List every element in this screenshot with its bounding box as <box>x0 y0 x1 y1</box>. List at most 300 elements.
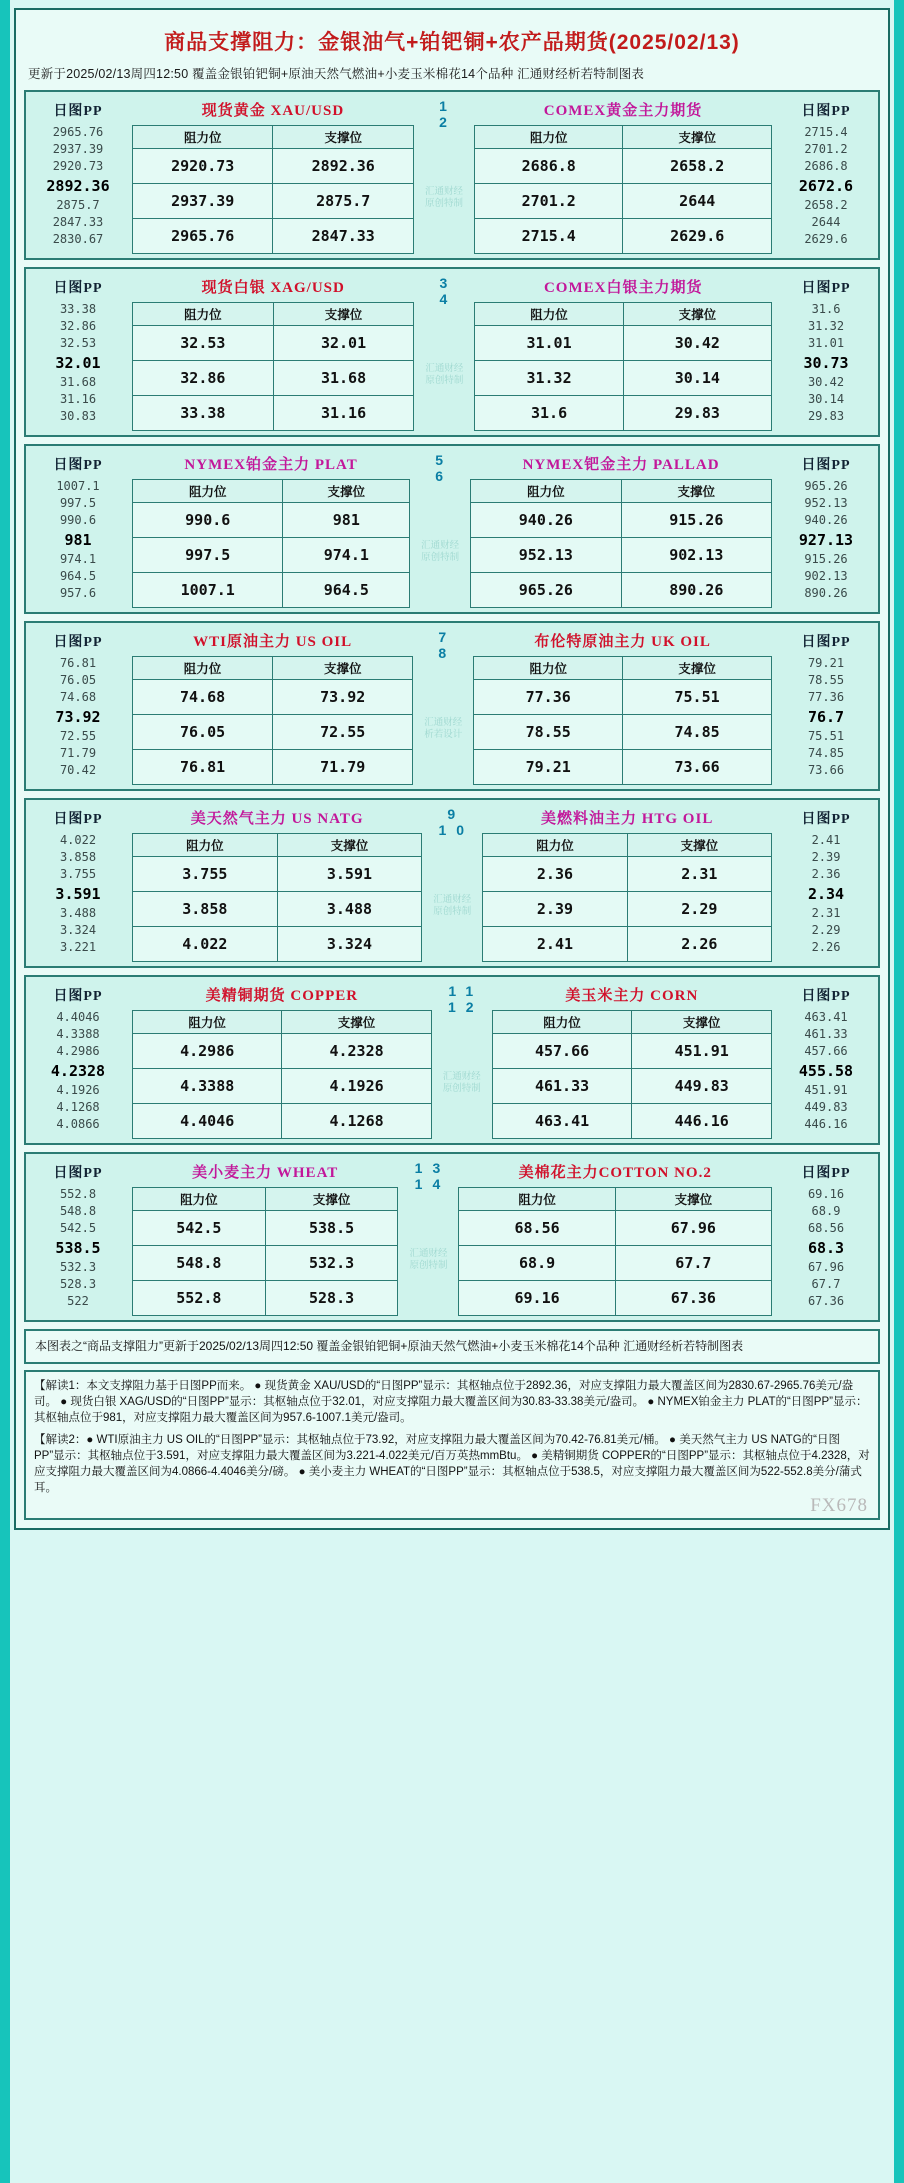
table-row <box>133 1104 432 1139</box>
level-value: 33.38 <box>59 302 97 316</box>
support-cell: 974.1 <box>283 538 410 573</box>
col-header-support: 支撑位 <box>621 480 771 503</box>
level-value: 76.81 <box>59 656 97 670</box>
level-value: 67.36 <box>807 1294 845 1308</box>
block-index-column <box>434 977 490 1143</box>
support-cell: 67.7 <box>615 1246 771 1281</box>
table-row <box>133 927 422 962</box>
table-row <box>492 1034 771 1069</box>
pp-column-right-4 <box>774 800 878 966</box>
pp-header: 日图PP <box>801 989 851 1004</box>
block-index-column <box>424 800 480 966</box>
level-value: 77.36 <box>807 690 845 704</box>
support-cell: 451.91 <box>632 1034 772 1069</box>
level-value: 3.324 <box>59 923 97 937</box>
level-value: 940.26 <box>804 513 848 527</box>
resistance-cell: 2920.73 <box>133 149 273 184</box>
resistance-cell: 2.41 <box>483 927 627 962</box>
level-value: 2701.2 <box>804 142 848 156</box>
col-header-resistance: 阻力位 <box>474 126 623 149</box>
level-value: 990.6 <box>59 513 97 527</box>
resistance-cell: 3.755 <box>133 857 278 892</box>
levels-table <box>470 479 772 608</box>
pivot-value: 927.13 <box>798 531 854 549</box>
level-value: 542.5 <box>59 1221 97 1235</box>
support-cell: 538.5 <box>265 1211 398 1246</box>
col-header-support: 支撑位 <box>277 834 422 857</box>
col-header-support: 支撑位 <box>627 834 771 857</box>
support-cell: 528.3 <box>265 1281 398 1316</box>
support-cell: 29.83 <box>623 396 771 431</box>
table-row <box>133 219 414 254</box>
support-cell: 32.01 <box>273 326 414 361</box>
col-header-support: 支撑位 <box>615 1188 771 1211</box>
resistance-cell: 4.022 <box>133 927 278 962</box>
level-value: 2875.7 <box>56 198 100 212</box>
level-value: 2.41 <box>811 833 841 847</box>
resistance-cell: 33.38 <box>133 396 274 431</box>
level-value: 463.41 <box>804 1010 848 1024</box>
support-cell: 4.2328 <box>282 1034 431 1069</box>
col-header-resistance: 阻力位 <box>133 126 273 149</box>
instrument-name: 美精铜期货 COPPER <box>205 988 359 1004</box>
pivot-value: 76.7 <box>807 708 845 726</box>
resistance-cell: 32.53 <box>133 326 274 361</box>
level-value: 31.16 <box>59 392 97 406</box>
support-cell: 73.66 <box>623 750 772 785</box>
table-row <box>483 892 772 927</box>
pp-column-right-3 <box>774 623 878 789</box>
col-header-resistance: 阻力位 <box>474 657 623 680</box>
level-value: 67.7 <box>811 1277 841 1291</box>
pivot-value: 2892.36 <box>46 177 110 195</box>
table-row <box>483 927 772 962</box>
instrument-name: COMEX黄金主力期货 <box>543 103 703 119</box>
level-value: 902.13 <box>804 569 848 583</box>
level-value: 3.858 <box>59 850 97 864</box>
panel-right-6 <box>456 1154 774 1320</box>
resistance-cell: 68.56 <box>459 1211 615 1246</box>
pivot-value: 73.92 <box>55 708 101 726</box>
level-value: 2.36 <box>811 867 841 881</box>
block-index-numbers: 11 12 <box>447 983 484 1015</box>
note-2: 【解读2：● WTI原油主力 US OIL的“日图PP”显示：其枢轴点位于73.92，对应支撑阻力最大覆盖区间为70.42-76.81美元/桶。 ● 美天然气主力 US NATG的“日图PP”显示：其枢轴点位于3.591，对应支撑阻力最大覆盖区间为3.221-4.022美元/百万英热mmBtu。 ● 美精铜期货 COPPER的“日图PP”显示：其枢轴点位于4.2328，对应支撑阻力最大覆盖区间为4.0866-4.4046美分/磅。 ● 美小麦主力 WHEAT的“日图PP”显示：其枢轴点位于538.5，对应支撑阻力最大覆盖区间为522-552.8美分/蒲式耳。 <box>34 1434 870 1494</box>
resistance-cell: 31.01 <box>475 326 623 361</box>
instrument-name: NYMEX铂金主力 PLAT <box>184 457 358 473</box>
resistance-cell: 2686.8 <box>474 149 623 184</box>
pp-column-right-6 <box>774 1154 878 1320</box>
pp-header: 日图PP <box>801 281 851 296</box>
col-header-support: 支撑位 <box>273 126 413 149</box>
instrument-name: 美小麦主力 WHEAT <box>192 1165 339 1181</box>
block-index-column <box>416 92 472 258</box>
table-row <box>133 715 413 750</box>
page-title: 商品支撑阻力：金银油气+铂钯铜+农产品期货(2025/02/13) <box>164 31 740 54</box>
level-value: 2629.6 <box>804 232 848 246</box>
table-row <box>133 892 422 927</box>
blocks-container <box>24 90 880 1322</box>
page-subtitle: 更新于2025/02/13周四12:50 覆盖金银铂钯铜+原油天然气燃油+小麦玉米棉花14个品种 汇通财经析若特制图表 <box>28 67 645 81</box>
support-cell: 3.488 <box>277 892 422 927</box>
support-cell: 2.26 <box>627 927 771 962</box>
level-value: 461.33 <box>804 1027 848 1041</box>
pp-column-right-1 <box>774 269 878 435</box>
pp-header: 日图PP <box>801 635 851 650</box>
table-row <box>133 1281 398 1316</box>
pp-column-left-3 <box>26 623 130 789</box>
panel-right-3 <box>471 623 774 789</box>
resistance-cell: 997.5 <box>133 538 283 573</box>
instrument-block <box>24 90 880 260</box>
level-value: 72.55 <box>59 729 97 743</box>
level-value: 2920.73 <box>52 159 104 173</box>
instrument-name: 美棉花主力COTTON NO.2 <box>518 1165 712 1181</box>
level-value: 2.26 <box>811 940 841 954</box>
level-value: 449.83 <box>804 1100 848 1114</box>
table-row <box>474 680 772 715</box>
support-cell: 2658.2 <box>623 149 772 184</box>
level-value: 552.8 <box>59 1187 97 1201</box>
col-header-support: 支撑位 <box>273 303 414 326</box>
levels-table <box>132 479 410 608</box>
level-value: 2937.39 <box>52 142 104 156</box>
level-value: 1007.1 <box>56 479 100 493</box>
resistance-cell: 4.3388 <box>133 1069 282 1104</box>
instrument-block <box>24 1152 880 1322</box>
levels-table <box>132 656 413 785</box>
table-row <box>474 219 771 254</box>
panel-left-2 <box>130 446 412 612</box>
resistance-cell: 463.41 <box>492 1104 632 1139</box>
support-cell: 74.85 <box>623 715 772 750</box>
block-index-numbers: 1 2 <box>439 98 457 130</box>
pp-header: 日图PP <box>53 281 103 296</box>
panel-left-6 <box>130 1154 400 1320</box>
levels-table <box>132 1187 398 1316</box>
level-value: 4.1268 <box>56 1100 100 1114</box>
resistance-cell: 2.39 <box>483 892 627 927</box>
pp-column-right-2 <box>774 446 878 612</box>
support-cell: 2847.33 <box>273 219 413 254</box>
levels-table <box>482 833 772 962</box>
level-value: 890.26 <box>804 586 848 600</box>
col-header-resistance: 阻力位 <box>471 480 621 503</box>
level-value: 73.66 <box>807 763 845 777</box>
panel-left-1 <box>130 269 416 435</box>
resistance-cell: 76.05 <box>133 715 273 750</box>
support-cell: 3.591 <box>277 857 422 892</box>
col-header-resistance: 阻力位 <box>133 657 273 680</box>
resistance-cell: 548.8 <box>133 1246 266 1281</box>
support-cell: 73.92 <box>273 680 413 715</box>
panel-left-3 <box>130 623 415 789</box>
col-header-support: 支撑位 <box>623 657 772 680</box>
support-cell: 4.1268 <box>282 1104 431 1139</box>
table-row <box>474 715 772 750</box>
levels-table <box>132 1010 432 1139</box>
block-index-numbers: 7 8 <box>438 629 457 661</box>
level-value: 997.5 <box>59 496 97 510</box>
resistance-cell: 952.13 <box>471 538 621 573</box>
level-value: 3.755 <box>59 867 97 881</box>
resistance-cell: 31.32 <box>475 361 623 396</box>
col-header-resistance: 阻力位 <box>133 834 278 857</box>
panel-right-0 <box>472 92 774 258</box>
table-row <box>475 326 772 361</box>
block-index-column <box>400 1154 456 1320</box>
support-cell: 449.83 <box>632 1069 772 1104</box>
levels-table <box>132 125 414 254</box>
level-value: 974.1 <box>59 552 97 566</box>
level-value: 68.56 <box>807 1221 845 1235</box>
table-row <box>492 1104 771 1139</box>
pivot-value: 32.01 <box>55 354 101 372</box>
block-index-column <box>412 446 468 612</box>
level-value: 68.9 <box>811 1204 841 1218</box>
support-cell: 2644 <box>623 184 772 219</box>
instrument-name: NYMEX钯金主力 PALLAD <box>522 457 720 473</box>
footer-summary: 本图表之“商品支撑阻力”更新于2025/02/13周四12:50 覆盖金银铂钯铜+原油天然气燃油+小麦玉米棉花14个品种 汇通财经析若特制图表 <box>24 1329 880 1364</box>
col-header-resistance: 阻力位 <box>483 834 627 857</box>
level-value: 31.6 <box>811 302 841 316</box>
resistance-cell: 2715.4 <box>474 219 623 254</box>
level-value: 74.85 <box>807 746 845 760</box>
resistance-cell: 32.86 <box>133 361 274 396</box>
instrument-name: WTI原油主力 US OIL <box>193 634 353 650</box>
resistance-cell: 2701.2 <box>474 184 623 219</box>
table-row <box>474 750 772 785</box>
resistance-cell: 1007.1 <box>133 573 283 608</box>
support-cell: 30.14 <box>623 361 771 396</box>
pivot-value: 3.591 <box>55 885 101 903</box>
resistance-cell: 457.66 <box>492 1034 632 1069</box>
col-header-support: 支撑位 <box>265 1188 398 1211</box>
block-index-column <box>416 269 472 435</box>
instrument-name: 美玉米主力 CORN <box>565 988 699 1004</box>
pp-column-left-1 <box>26 269 130 435</box>
resistance-cell: 2.36 <box>483 857 627 892</box>
support-cell: 964.5 <box>283 573 410 608</box>
panel-right-2 <box>468 446 774 612</box>
level-value: 67.96 <box>807 1260 845 1274</box>
support-cell: 72.55 <box>273 715 413 750</box>
table-row <box>475 361 772 396</box>
level-value: 4.3388 <box>56 1027 100 1041</box>
panel-left-4 <box>130 800 424 966</box>
level-value: 31.01 <box>807 336 845 350</box>
support-cell: 3.324 <box>277 927 422 962</box>
support-cell: 446.16 <box>632 1104 772 1139</box>
watermark-text: 汇通财经 原创特制 <box>442 1071 481 1094</box>
pivot-value: 68.3 <box>807 1239 845 1257</box>
level-value: 2715.4 <box>804 125 848 139</box>
col-header-resistance: 阻力位 <box>459 1188 615 1211</box>
pp-header: 日图PP <box>53 812 103 827</box>
watermark-text: 汇通财经 析若设计 <box>424 717 463 740</box>
level-value: 2686.8 <box>804 159 848 173</box>
instrument-block <box>24 975 880 1145</box>
level-value: 30.42 <box>807 375 845 389</box>
resistance-cell: 68.9 <box>459 1246 615 1281</box>
table-row <box>475 396 772 431</box>
block-index-numbers: 9 10 <box>438 806 475 838</box>
block-index-numbers: 13 14 <box>414 1160 451 1192</box>
level-value: 31.68 <box>59 375 97 389</box>
instrument-block <box>24 267 880 437</box>
support-cell: 2629.6 <box>623 219 772 254</box>
level-value: 548.8 <box>59 1204 97 1218</box>
resistance-cell: 76.81 <box>133 750 273 785</box>
levels-table <box>458 1187 772 1316</box>
watermark-text: 汇通财经 原创特制 <box>421 540 460 563</box>
level-value: 30.14 <box>807 392 845 406</box>
pp-header: 日图PP <box>801 812 851 827</box>
support-cell: 75.51 <box>623 680 772 715</box>
support-cell: 71.79 <box>273 750 413 785</box>
support-cell: 67.36 <box>615 1281 771 1316</box>
col-header-support: 支撑位 <box>623 303 771 326</box>
level-value: 2965.76 <box>52 125 104 139</box>
table-row <box>133 1034 432 1069</box>
table-row <box>459 1281 772 1316</box>
resistance-cell: 74.68 <box>133 680 273 715</box>
panel-right-5 <box>490 977 774 1143</box>
block-index-numbers: 5 6 <box>435 452 454 484</box>
level-value: 32.86 <box>59 319 97 333</box>
resistance-cell: 3.858 <box>133 892 278 927</box>
pp-column-left-6 <box>26 1154 130 1320</box>
instrument-name: 现货白银 XAG/USD <box>201 280 345 296</box>
level-value: 532.3 <box>59 1260 97 1274</box>
note-1: 【解读1：本文支撑阻力基于日图PP而来。 ● 现货黄金 XAU/USD的“日图PP”显示：其枢轴点位于2892.36，对应支撑阻力最大覆盖区间为2830.67-2965.76美元/盎司。 ● 现货白银 XAG/USD的“日图PP”显示：其枢轴点位于32.01，对应支撑阻力最大覆盖区间为30.83-33.38美元/盎司。 ● NYMEX铂金主力 PLAT的“日图PP”显示：其枢轴点位于981，对应支撑阻力最大覆盖区间为957.6-1007.1美元/盎司。 <box>34 1380 868 1424</box>
table-row <box>133 326 414 361</box>
level-value: 3.221 <box>59 940 97 954</box>
level-value: 4.0866 <box>56 1117 100 1131</box>
panel-right-1 <box>472 269 774 435</box>
support-cell: 31.68 <box>273 361 414 396</box>
panel-right-4 <box>480 800 774 966</box>
pivot-value: 2672.6 <box>798 177 854 195</box>
levels-table <box>132 833 422 962</box>
resistance-cell: 4.2986 <box>133 1034 282 1069</box>
pp-header: 日图PP <box>53 458 103 473</box>
support-cell: 890.26 <box>621 573 771 608</box>
resistance-cell: 461.33 <box>492 1069 632 1104</box>
watermark-text: 汇通财经 原创特制 <box>424 186 463 209</box>
level-value: 457.66 <box>804 1044 848 1058</box>
watermark-text: 汇通财经 原创特制 <box>433 894 472 917</box>
panel-left-0 <box>130 92 416 258</box>
resistance-cell: 69.16 <box>459 1281 615 1316</box>
resistance-cell: 542.5 <box>133 1211 266 1246</box>
level-value: 2.29 <box>811 923 841 937</box>
level-value: 69.16 <box>807 1187 845 1201</box>
level-value: 29.83 <box>807 409 845 423</box>
resistance-cell: 552.8 <box>133 1281 266 1316</box>
pivot-value: 981 <box>64 531 92 549</box>
instrument-block <box>24 621 880 791</box>
level-value: 965.26 <box>804 479 848 493</box>
support-cell: 902.13 <box>621 538 771 573</box>
table-row <box>483 857 772 892</box>
level-value: 451.91 <box>804 1083 848 1097</box>
level-value: 2658.2 <box>804 198 848 212</box>
level-value: 79.21 <box>807 656 845 670</box>
support-cell: 981 <box>283 503 410 538</box>
resistance-cell: 940.26 <box>471 503 621 538</box>
support-cell: 67.96 <box>615 1211 771 1246</box>
support-cell: 2.31 <box>627 857 771 892</box>
pp-column-left-4 <box>26 800 130 966</box>
table-row <box>133 361 414 396</box>
pp-header: 日图PP <box>801 104 851 119</box>
col-header-resistance: 阻力位 <box>133 303 274 326</box>
resistance-cell: 990.6 <box>133 503 283 538</box>
level-value: 78.55 <box>807 673 845 687</box>
table-row <box>133 573 410 608</box>
pp-column-right-5 <box>774 977 878 1143</box>
table-row <box>474 149 771 184</box>
pp-header: 日图PP <box>53 635 103 650</box>
resistance-cell: 965.26 <box>471 573 621 608</box>
pp-column-left-2 <box>26 446 130 612</box>
level-value: 4.1926 <box>56 1083 100 1097</box>
table-row <box>133 1069 432 1104</box>
table-row <box>133 538 410 573</box>
table-row <box>133 503 410 538</box>
level-value: 76.05 <box>59 673 97 687</box>
level-value: 2.31 <box>811 906 841 920</box>
pivot-value: 2.34 <box>807 885 845 903</box>
resistance-cell: 4.4046 <box>133 1104 282 1139</box>
block-index-numbers: 3 4 <box>439 275 458 307</box>
table-row <box>471 573 772 608</box>
level-value: 4.4046 <box>56 1010 100 1024</box>
resistance-cell: 77.36 <box>474 680 623 715</box>
col-header-resistance: 阻力位 <box>475 303 623 326</box>
support-cell: 30.42 <box>623 326 771 361</box>
levels-table <box>492 1010 772 1139</box>
pivot-value: 538.5 <box>55 1239 101 1257</box>
col-header-support: 支撑位 <box>273 657 413 680</box>
support-cell: 532.3 <box>265 1246 398 1281</box>
support-cell: 915.26 <box>621 503 771 538</box>
table-row <box>459 1246 772 1281</box>
footer-notes <box>24 1370 880 1520</box>
level-value: 2847.33 <box>52 215 104 229</box>
col-header-support: 支撑位 <box>282 1011 431 1034</box>
table-row <box>474 184 771 219</box>
pp-header: 日图PP <box>801 458 851 473</box>
instrument-name: COMEX白银主力期货 <box>543 280 703 296</box>
support-cell: 31.16 <box>273 396 414 431</box>
pp-header: 日图PP <box>53 1166 103 1181</box>
pp-header: 日图PP <box>53 989 103 1004</box>
level-value: 2644 <box>811 215 841 229</box>
level-value: 70.42 <box>59 763 97 777</box>
instrument-block <box>24 798 880 968</box>
col-header-support: 支撑位 <box>283 480 410 503</box>
pivot-value: 455.58 <box>798 1062 854 1080</box>
table-row <box>492 1069 771 1104</box>
table-row <box>133 184 414 219</box>
resistance-cell: 79.21 <box>474 750 623 785</box>
instrument-name: 美天然气主力 US NATG <box>190 811 364 827</box>
block-index-column <box>415 623 471 789</box>
level-value: 528.3 <box>59 1277 97 1291</box>
pivot-value: 4.2328 <box>50 1062 106 1080</box>
pp-header: 日图PP <box>801 1166 851 1181</box>
